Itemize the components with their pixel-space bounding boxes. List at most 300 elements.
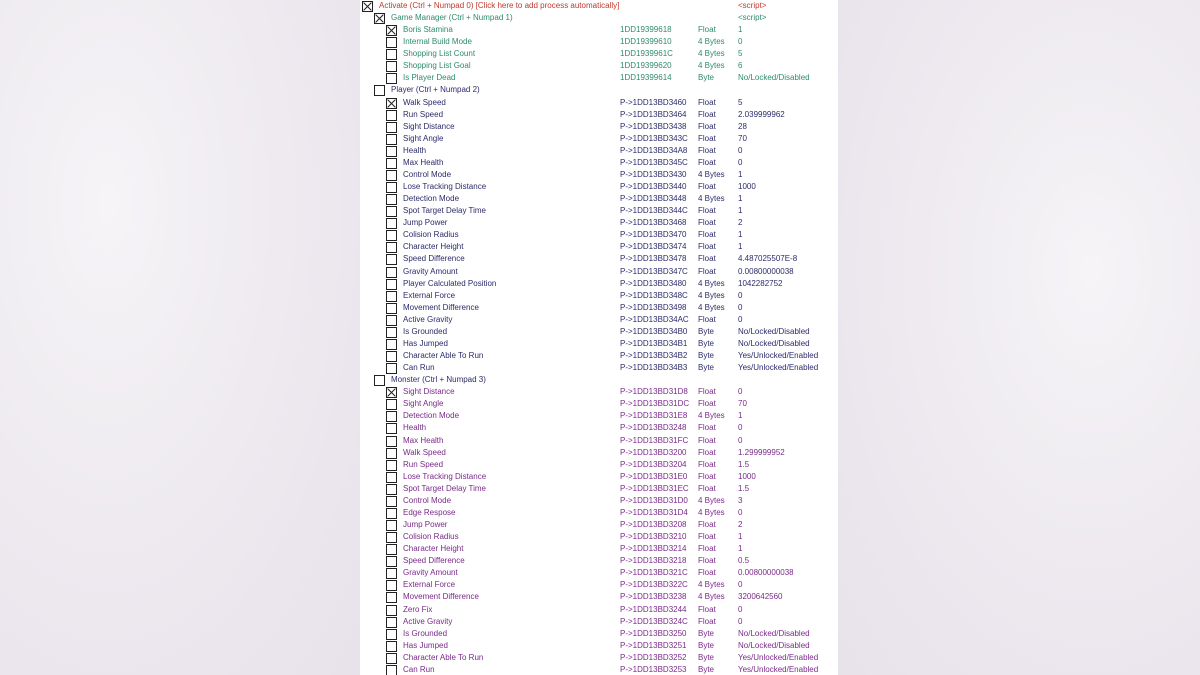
entry-value[interactable]: 0 [738,290,743,300]
entry-type: Float [698,471,716,481]
entry-value[interactable]: Yes/Unlocked/Enabled [738,664,819,674]
entry-value[interactable]: <script> [738,13,767,23]
entry-description: Active Gravity [403,616,453,626]
monster-entry-lose-tracking-distance[interactable] [360,471,838,483]
player-entry-control-mode[interactable] [360,169,838,181]
checkbox[interactable] [386,411,397,422]
entry-type: Byte [698,73,715,83]
entry-value[interactable]: 0 [738,387,743,397]
entry-address: P->1DD13BD3430 [620,169,687,179]
entry-value[interactable]: 0 [738,145,743,155]
entry-description: Colision Radius [403,230,459,240]
entry-type: Float [698,133,716,143]
entry-description: Character Able To Run [403,652,484,662]
entry-address: P->1DD13BD3238 [620,592,687,602]
entry-address: P->1DD13BD31D4 [620,507,688,517]
checkbox[interactable] [386,629,397,640]
monster-entry-movement-difference[interactable] [360,591,838,603]
entry-value[interactable]: 70 [738,133,747,143]
game-manager-entry-is-player-dead[interactable] [360,72,838,84]
entry-value[interactable]: 1042282752 [738,278,783,288]
entry-address: P->1DD13BD3214 [620,544,687,554]
entry-address: 1DD19399620 [620,61,672,71]
entry-value[interactable]: 1 [738,169,743,179]
entry-description: Jump Power [403,520,448,529]
entry-description: Can Run [403,664,435,674]
checkbox[interactable] [386,206,397,217]
entry-type: Float [698,399,716,409]
checkbox[interactable] [386,291,397,302]
checkbox[interactable] [386,315,397,326]
entry-value[interactable]: 2.039999962 [738,109,785,119]
entry-description: Activate (Ctrl + Numpad 0) [Click here to add process automatically] [379,1,620,10]
player-entry-health[interactable] [360,145,838,157]
entry-value[interactable]: Yes/Unlocked/Enabled [738,351,819,361]
entry-type: 4 Bytes [698,169,725,179]
entry-type: Float [698,242,716,252]
checkbox[interactable] [386,339,397,350]
monster-entry-active-gravity[interactable] [360,616,838,628]
checkbox[interactable] [386,170,397,181]
entry-description: Detection Mode [403,411,460,421]
checkbox[interactable] [386,279,397,290]
entry-value[interactable]: 0 [738,435,743,445]
player-entry-character-able-to-run[interactable] [360,350,838,362]
entry-description: Walk Speed [403,447,446,457]
monster-entry-walk-speed[interactable] [360,447,838,459]
entry-description: Spot Target Delay Time [403,483,487,493]
entry-address: P->1DD13BD3204 [620,459,687,469]
player-entry-spot-target-delay-time[interactable] [360,205,838,217]
monster-entry-jump-power[interactable] [360,519,838,531]
checkbox[interactable] [362,1,373,12]
entry-description: Health [403,423,427,433]
entry-address: P->1DD13BD3440 [620,182,687,192]
entry-description: Lose Tracking Distance [403,182,487,192]
entry-type: Float [698,544,716,554]
checkbox[interactable] [386,568,397,579]
entry-description: Player Calculated Position [403,278,497,288]
entry-value[interactable]: 2 [738,520,743,529]
entry-value[interactable]: 0 [738,616,743,626]
checkbox[interactable] [386,472,397,483]
checkbox[interactable] [386,73,397,84]
monster-entry-sight-angle[interactable] [360,398,838,410]
monster-entry-health[interactable] [360,422,838,434]
entry-value[interactable]: <script> [738,1,767,10]
entry-description: Lose Tracking Distance [403,471,487,481]
monster-entry-is-grounded[interactable] [360,628,838,640]
entry-description: External Force [403,580,456,590]
entry-value[interactable]: 1.5 [738,459,750,469]
entry-address: P->1DD13BD3468 [620,218,687,228]
entry-type: Float [698,109,716,119]
entry-description: Max Health [403,157,444,167]
entry-description: Monster (Ctrl + Numpad 3) [391,375,486,385]
checkbox[interactable] [386,327,397,338]
entry-type: Float [698,556,716,566]
entry-type: Float [698,218,716,228]
entry-value[interactable]: No/Locked/Disabled [738,640,810,650]
entry-address: P->1DD13BD324C [620,616,688,626]
monster-entry-sight-distance[interactable] [360,386,838,398]
entry-description: Is Grounded [403,326,448,336]
entry-description: Walk Speed [403,97,446,107]
checkbox[interactable] [386,387,397,398]
monster-entry-detection-mode[interactable] [360,410,838,422]
entry-address: P->1DD13BD3478 [620,254,687,264]
entry-value[interactable]: 28 [738,121,747,131]
checkbox[interactable] [374,13,385,24]
checkbox[interactable] [386,496,397,507]
entry-type: Byte [698,351,715,361]
entry-type: Float [698,97,716,107]
monster-entry-external-force[interactable] [360,579,838,591]
entry-description: External Force [403,290,456,300]
player-entry-colision-radius[interactable] [360,229,838,241]
checkbox[interactable] [386,25,397,36]
player-entry-sight-angle[interactable] [360,133,838,145]
entry-address: P->1DD13BD3448 [620,194,687,204]
entry-value[interactable]: 1 [738,544,743,554]
checkbox[interactable] [386,508,397,519]
entry-type: Float [698,121,716,131]
entry-address: P->1DD13BD3438 [620,121,687,131]
group-player[interactable] [360,84,838,96]
entry-type: 4 Bytes [698,194,725,204]
entry-value[interactable]: 3 [738,495,743,505]
entry-value[interactable]: 2 [738,218,743,228]
entry-value[interactable]: 0 [738,314,743,324]
monster-entry-zero-fix[interactable] [360,604,838,616]
entry-address: P->1DD13BD31E8 [620,411,688,421]
entry-address: P->1DD13BD34B3 [620,363,688,373]
checkbox[interactable] [386,122,397,133]
entry-address: P->1DD13BD345C [620,157,688,167]
entry-address: 1DD19399618 [620,25,672,35]
checkbox[interactable] [386,194,397,205]
entry-description: Character Height [403,242,464,252]
checkbox[interactable] [386,653,397,664]
entry-value[interactable]: 0 [738,157,743,167]
checkbox[interactable] [386,61,397,72]
entry-type: 4 Bytes [698,507,725,517]
player-entry-max-health[interactable] [360,157,838,169]
entry-type: Float [698,483,716,493]
entry-address: P->1DD13BD3480 [620,278,687,288]
entry-description: Game Manager (Ctrl + Numpad 1) [391,13,513,23]
entry-address: P->1DD13BD3474 [620,242,687,252]
entry-description: Character Able To Run [403,351,484,361]
monster-entry-character-height[interactable] [360,543,838,555]
entry-value[interactable]: 6 [738,61,743,71]
monster-entry-spot-target-delay-time[interactable] [360,483,838,495]
player-entry-player-calculated-position[interactable] [360,278,838,290]
monster-entry-colision-radius[interactable] [360,531,838,543]
entry-description: Sight Distance [403,121,455,131]
player-entry-detection-mode[interactable] [360,193,838,205]
entry-value[interactable]: 0.00800000038 [738,568,794,578]
checkbox[interactable] [386,617,397,628]
player-entry-can-run[interactable] [360,362,838,374]
entry-type: Byte [698,338,715,348]
player-entry-walk-speed[interactable] [360,97,838,109]
entry-description: Boris Stamina [403,25,453,35]
entry-address: P->1DD13BD3470 [620,230,687,240]
entry-description: Movement Difference [403,302,479,312]
entry-value[interactable]: 70 [738,399,747,409]
player-entry-character-height[interactable] [360,241,838,253]
game-manager-entry-boris-stamina[interactable] [360,24,838,36]
entry-address: P->1DD13BD31FC [620,435,689,445]
entry-value[interactable]: 0 [738,580,743,590]
entry-address: P->1DD13BD3250 [620,628,687,638]
checkbox[interactable] [386,399,397,410]
checkbox[interactable] [386,436,397,447]
entry-value[interactable]: 1000 [738,182,756,192]
game-manager-entry-shopping-list-goal[interactable] [360,60,838,72]
entry-address: P->1DD13BD31D8 [620,387,688,397]
checkbox[interactable] [386,544,397,555]
checkbox[interactable] [386,351,397,362]
entry-value[interactable]: No/Locked/Disabled [738,326,810,336]
entry-description: Is Player Dead [403,73,456,83]
entry-value[interactable]: No/Locked/Disabled [738,628,810,638]
entry-type: 4 Bytes [698,278,725,288]
entry-value[interactable]: 1000 [738,471,756,481]
group-game-manager[interactable] [360,12,838,24]
checkbox[interactable] [386,98,397,109]
entry-address: 1DD1939961C [620,49,673,59]
monster-entry-speed-difference[interactable] [360,555,838,567]
entry-address: P->1DD13BD3208 [620,520,687,529]
checkbox[interactable] [386,532,397,543]
entry-description: Internal Build Mode [403,37,472,47]
checkbox[interactable] [386,460,397,471]
entry-description: Speed Difference [403,556,465,566]
entry-type: 4 Bytes [698,411,725,421]
activate-script-row[interactable] [360,0,838,12]
entry-value[interactable]: 0 [738,37,743,47]
entry-description: Has Jumped [403,640,448,650]
entry-description: Has Jumped [403,338,448,348]
entry-description: Speed Difference [403,254,465,264]
entry-type: Float [698,157,716,167]
entry-type: Byte [698,652,715,662]
checkbox[interactable] [386,218,397,229]
entry-address: P->1DD13BD3244 [620,604,687,614]
entry-type: Float [698,145,716,155]
entry-type: Float [698,206,716,216]
entry-value[interactable]: 3200642560 [738,592,783,602]
entry-value[interactable]: 0 [738,604,743,614]
entry-value[interactable]: 0.5 [738,556,750,566]
entry-value[interactable]: No/Locked/Disabled [738,73,810,83]
player-entry-active-gravity[interactable] [360,314,838,326]
entry-value[interactable]: 5 [738,97,743,107]
checkbox[interactable] [386,303,397,314]
entry-value[interactable]: 1 [738,532,743,542]
entry-type: Float [698,520,716,529]
player-entry-run-speed[interactable] [360,109,838,121]
entry-address: P->1DD13BD344C [620,206,688,216]
entry-description: Gravity Amount [403,266,458,276]
checkbox[interactable] [386,267,397,278]
entry-value[interactable]: 0 [738,507,743,517]
checkbox[interactable] [386,448,397,459]
entry-type: Byte [698,664,715,674]
entry-description: Player (Ctrl + Numpad 2) [391,85,480,95]
monster-entry-edge-respose[interactable] [360,507,838,519]
entry-address: P->1DD13BD3498 [620,302,687,312]
checkbox[interactable] [386,605,397,616]
entry-description: Is Grounded [403,628,448,638]
checkbox[interactable] [386,49,397,60]
entry-description: Colision Radius [403,532,459,542]
entry-type: 4 Bytes [698,592,725,602]
monster-entry-max-health[interactable] [360,435,838,447]
player-entry-external-force[interactable] [360,290,838,302]
entry-description: Detection Mode [403,194,460,204]
entry-value[interactable]: No/Locked/Disabled [738,338,810,348]
entry-address: P->1DD13BD34AC [620,314,689,324]
entry-description: Max Health [403,435,444,445]
entry-value[interactable]: 1 [738,411,743,421]
entry-type: Byte [698,628,715,638]
entry-value[interactable]: 1.299999952 [738,447,785,457]
player-entry-gravity-amount[interactable] [360,266,838,278]
entry-value[interactable]: 4.487025507E-8 [738,254,798,264]
entry-type: 4 Bytes [698,495,725,505]
entry-description: Zero Fix [403,604,433,614]
entry-value[interactable]: Yes/Unlocked/Enabled [738,363,819,373]
entry-address: 1DD19399610 [620,37,672,47]
checkbox[interactable] [374,375,385,386]
entry-value[interactable]: 1 [738,230,743,240]
entry-address: P->1DD13BD348C [620,290,688,300]
entry-description: Can Run [403,363,435,373]
entry-description: Spot Target Delay Time [403,206,487,216]
entry-description: Movement Difference [403,592,479,602]
checkbox[interactable] [386,641,397,652]
player-entry-speed-difference[interactable] [360,253,838,265]
checkbox[interactable] [386,110,397,121]
checkbox[interactable] [386,158,397,169]
cheat-table-list [360,0,838,675]
entry-value[interactable]: 1 [738,206,743,216]
entry-description: Character Height [403,544,464,554]
entry-address: P->1DD13BD3464 [620,109,687,119]
entry-address: P->1DD13BD3252 [620,652,687,662]
entry-address: P->1DD13BD3251 [620,640,687,650]
checkbox[interactable] [386,134,397,145]
player-entry-has-jumped[interactable] [360,338,838,350]
entry-address: P->1DD13BD3248 [620,423,687,433]
checkbox[interactable] [386,580,397,591]
entry-value[interactable]: 1 [738,242,743,252]
entry-type: Float [698,447,716,457]
entry-type: Byte [698,363,715,373]
game-manager-entry-shopping-list-count[interactable] [360,48,838,60]
player-entry-jump-power[interactable] [360,217,838,229]
monster-entry-gravity-amount[interactable] [360,567,838,579]
background-right [838,0,1200,675]
checkbox[interactable] [386,556,397,567]
entry-type: 4 Bytes [698,580,725,590]
entry-type: 4 Bytes [698,37,725,47]
entry-type: Float [698,532,716,542]
entry-address: P->1DD13BD322C [620,580,688,590]
entry-type: Float [698,254,716,264]
entry-type: 4 Bytes [698,49,725,59]
entry-address: P->1DD13BD347C [620,266,688,276]
checkbox[interactable] [386,242,397,253]
checkbox[interactable] [386,146,397,157]
monster-entry-control-mode[interactable] [360,495,838,507]
checkbox[interactable] [386,182,397,193]
player-entry-movement-difference[interactable] [360,302,838,314]
entry-address: P->1DD13BD3218 [620,556,687,566]
checkbox[interactable] [386,230,397,241]
monster-entry-can-run[interactable] [360,664,838,675]
entry-address: P->1DD13BD3200 [620,447,687,457]
entry-value[interactable]: 1 [738,25,743,35]
checkbox[interactable] [386,254,397,265]
player-entry-is-grounded[interactable] [360,326,838,338]
entry-value[interactable]: 1.5 [738,483,750,493]
entry-type: Float [698,423,716,433]
checkbox[interactable] [386,484,397,495]
entry-address: 1DD19399614 [620,73,672,83]
entry-value[interactable]: 0.00800000038 [738,266,794,276]
entry-type: Byte [698,326,715,336]
entry-address: P->1DD13BD34B1 [620,338,688,348]
player-entry-sight-distance[interactable] [360,121,838,133]
entry-type: 4 Bytes [698,290,725,300]
monster-entry-run-speed[interactable] [360,459,838,471]
entry-type: Float [698,266,716,276]
monster-entry-character-able-to-run[interactable] [360,652,838,664]
entry-type: Float [698,604,716,614]
checkbox[interactable] [374,85,385,96]
entry-type: Float [698,182,716,192]
entry-type: Float [698,459,716,469]
entry-type: Float [698,435,716,445]
checkbox[interactable] [386,665,397,675]
entry-type: Float [698,230,716,240]
entry-description: Sight Angle [403,133,444,143]
checkbox[interactable] [386,423,397,434]
entry-address: P->1DD13BD34B0 [620,326,688,336]
entry-value[interactable]: 0 [738,423,743,433]
player-entry-lose-tracking-distance[interactable] [360,181,838,193]
checkbox[interactable] [386,520,397,531]
entry-value[interactable]: 5 [738,49,743,59]
entry-type: Float [698,568,716,578]
group-monster[interactable] [360,374,838,386]
entry-address: P->1DD13BD3253 [620,664,687,674]
entry-value[interactable]: Yes/Unlocked/Enabled [738,652,819,662]
game-manager-entry-internal-build-mode[interactable] [360,36,838,48]
monster-entry-has-jumped[interactable] [360,640,838,652]
entry-description: Run Speed [403,459,444,469]
entry-address: P->1DD13BD343C [620,133,688,143]
entry-value[interactable]: 1 [738,194,743,204]
entry-value[interactable]: 0 [738,302,743,312]
checkbox[interactable] [386,363,397,374]
checkbox[interactable] [386,37,397,48]
checkbox[interactable] [386,592,397,603]
